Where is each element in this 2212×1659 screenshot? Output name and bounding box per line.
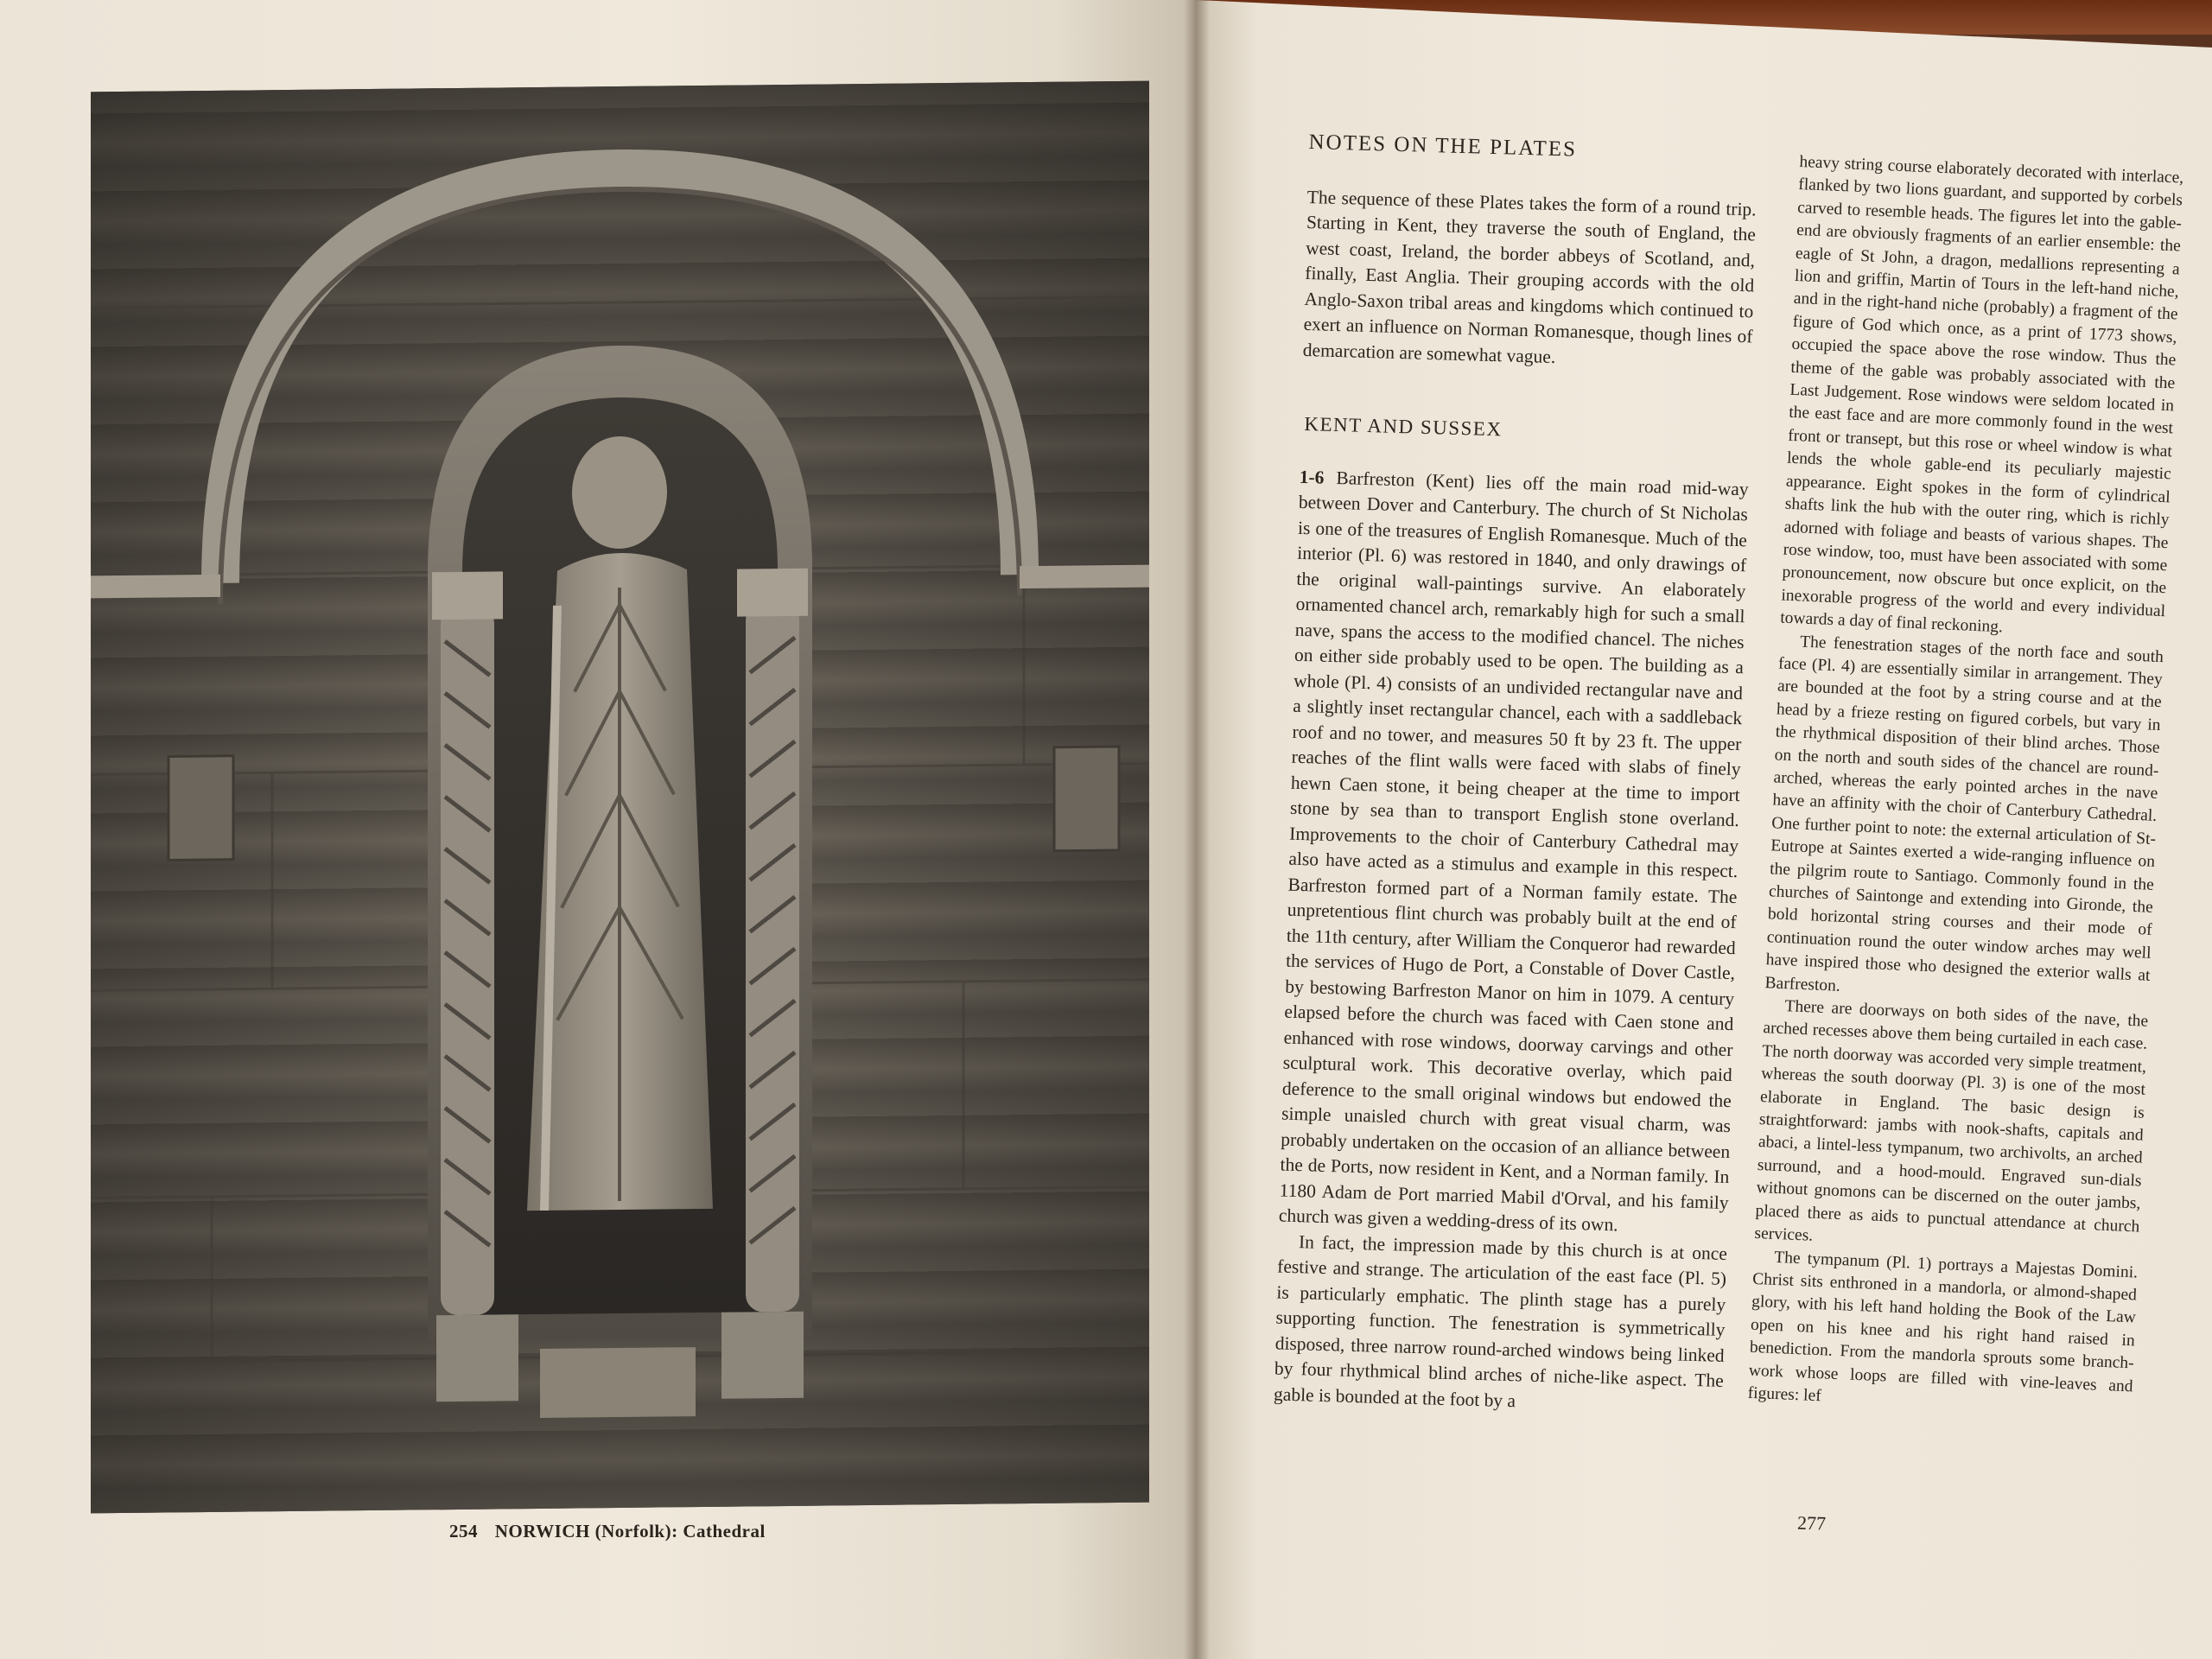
page-number: 277 — [1796, 1511, 1827, 1535]
caption-text: NORWICH (Norfolk): Cathedral — [494, 1521, 766, 1541]
col2-paragraph-2: The fenestration stages of the north face and south face (Pl. 4) are essentially similar in arrangement. They are bounded at the foot by a string course and at the head by a frieze resting on figured corbels, but vary in the rhythmical disposition of their blind arches. Those on the north and south sides of the chancel are round-arched, whereas the early pointed arches in the nave have an affinity with the choir of Canterbury Cathedral. One further point to note: the external articulation of St-Eutrope at Saintes exerted a wide-ranging influence on the pilgrim route to Santiago. Commonly found in the churches of Saintonge and extending into Gironde, the bold horizontal string courses and their mode of continuation round the outer window arches may well have inspired those who designed the exterior walls at Barfreston. — [1764, 632, 2164, 995]
plate-caption — [449, 1521, 766, 1542]
section-title: KENT AND SUSSEX — [1304, 412, 1503, 441]
body-paragraph-1-text: Barfreston (Kent) lies off the main road mid-way between Dover and Canterbury. The church of St Nicholas is one of the treasures of English Romanesque. Much of the interior (Pl. 6) was restored in 1840, and only drawings of the original wall-paintings survive. An elaborately ornamented chancel arch, remarkably high for such a small nave, spans the access to the modified chancel. The niches on either side probably used to be open. The building as a whole (Pl. 4) consists of an undivided rectangular nave and a slightly inset rectangular chancel, each with a saddleback roof and no tower, and measures 50 ft by 23 ft. The upper reaches of the flint walls were faced with slabs of finely hewn Caen stone, it being cheaper at the time to import stone by sea than to transport English stone overland. Improvements to the choir of Canterbury Cathedral may also have acted as a stimulus and example in this respect. Barfreston formed part of a Norman family estate. The unpretentious flint church was probably built at the end of the 11th century, after William the Conqueror had rewarded the services of Hugo de Port, a Constable of Dover Castle, by bestowing Barfreston Manor on him in 1079. A century elapsed before the church was faced with Caen stone and enhanced with rose windows, doorway carvings and other sculptural work. This decorative overlay, which paid deference to the small original windows but endowed the simple unaisled church with great visual charm, was probably undertaken on the occasion of an alliance between the de Ports, now resident in Kent, and a Norman family. In 1180 Adam de Port married Mabil d'Orval, and his family church was given a wedding-dress of its own. — [1278, 467, 1749, 1236]
body-paragraph-2: In fact, the impression made by this church is at once festive and strange. The articulation of the east face (Pl. 5) is particularly emphatic. The plinth stage has a purely supporting function. The fenestration is symmetrically disposed, three narrow round-arched windows being linked by four rhythmical blind arches of niche-like aspect. The gable is bounded at the foot by a — [1273, 1230, 1728, 1411]
body-paragraph-1 — [1278, 464, 1749, 1241]
caption-number: 254 — [449, 1521, 478, 1541]
plate-photograph — [91, 81, 1149, 1514]
col2-paragraph-1: heavy string course elaborately decorated with interlace, flanked by two lions guardant, and supported by corbels carved to resemble heads. The figures let into the gable-end are obviously fragments of an earlier ensemble: the eagle of St John, a dragon, medallions representing a lion and griffin, Martin of Tours in the left-hand niche, and in the right-hand niche (probably) a fragment of the figure of God which once, as a print of 1773 shows, occupied the space above the rose window. Thus the theme of the gable was probably associated with the Last Judgement. Rose windows were seldom located in the east face and are more commonly found in the west front or transept, but this rose or wheel window is what lends the whole gable-end its peculiarly majestic appearance. Eight spokes in the form of cylindrical shafts link the hub with the outer ring, which is richly adorned with foliage and beasts of various shapes. The rose window, too, must have been associated with some pronouncement, now obscure but once explicit, on the inexorable progress of the world and every individual towards a day of final reckoning. — [1779, 152, 2184, 637]
text-column-left — [1274, 130, 1758, 1420]
text-column-right — [1747, 151, 2183, 1421]
book-gutter — [1184, 0, 1210, 1659]
col2-paragraph-3: There are doorways on both sides of the nave, the arched recesses above them being curtailed in each case. The north doorway was accorded very simple treatment, whereas the south doorway (Pl. 3) is one of the most elaborate in England. The basic design is straightforward: jambs with nook-shafts, capitals and abaci, a lintel-less tympanum, two archivolts, an arched surround, and a hood-mould. Engraved sun-dials without gnomons can be discerned on the outer jambs, placed there as aids to punctual attendance at church services. — [1754, 997, 2149, 1245]
intro-paragraph: The sequence of these Plates takes the form of a round trip. Starting in Kent, they traverse the south of England, the west coast, Ireland, the border abbeys of Scotland, and, finally, East Anglia. Their grouping accords with the old Anglo-Saxon tribal areas and kingdoms which continued to exert an influence on Norman Romanesque, though lines of demarcation are somewhat vague. — [1302, 186, 1757, 367]
plate-reference: 1-6 — [1299, 466, 1325, 488]
page-heading: NOTES ON THE PLATES — [1308, 130, 1578, 162]
col2-paragraph-4: The tympanum (Pl. 1) portrays a Majestas Domini. Christ sits enthroned in a mandorla, or almond-shaped glory, with his left hand holding the Book of the Law open on his knee and his right hand raised in benediction. From the mandorla sprouts some branch-work whose loops are filled with vine-leaves and figures: lef — [1747, 1248, 2139, 1406]
statue-niche-illustration — [91, 81, 1149, 1514]
